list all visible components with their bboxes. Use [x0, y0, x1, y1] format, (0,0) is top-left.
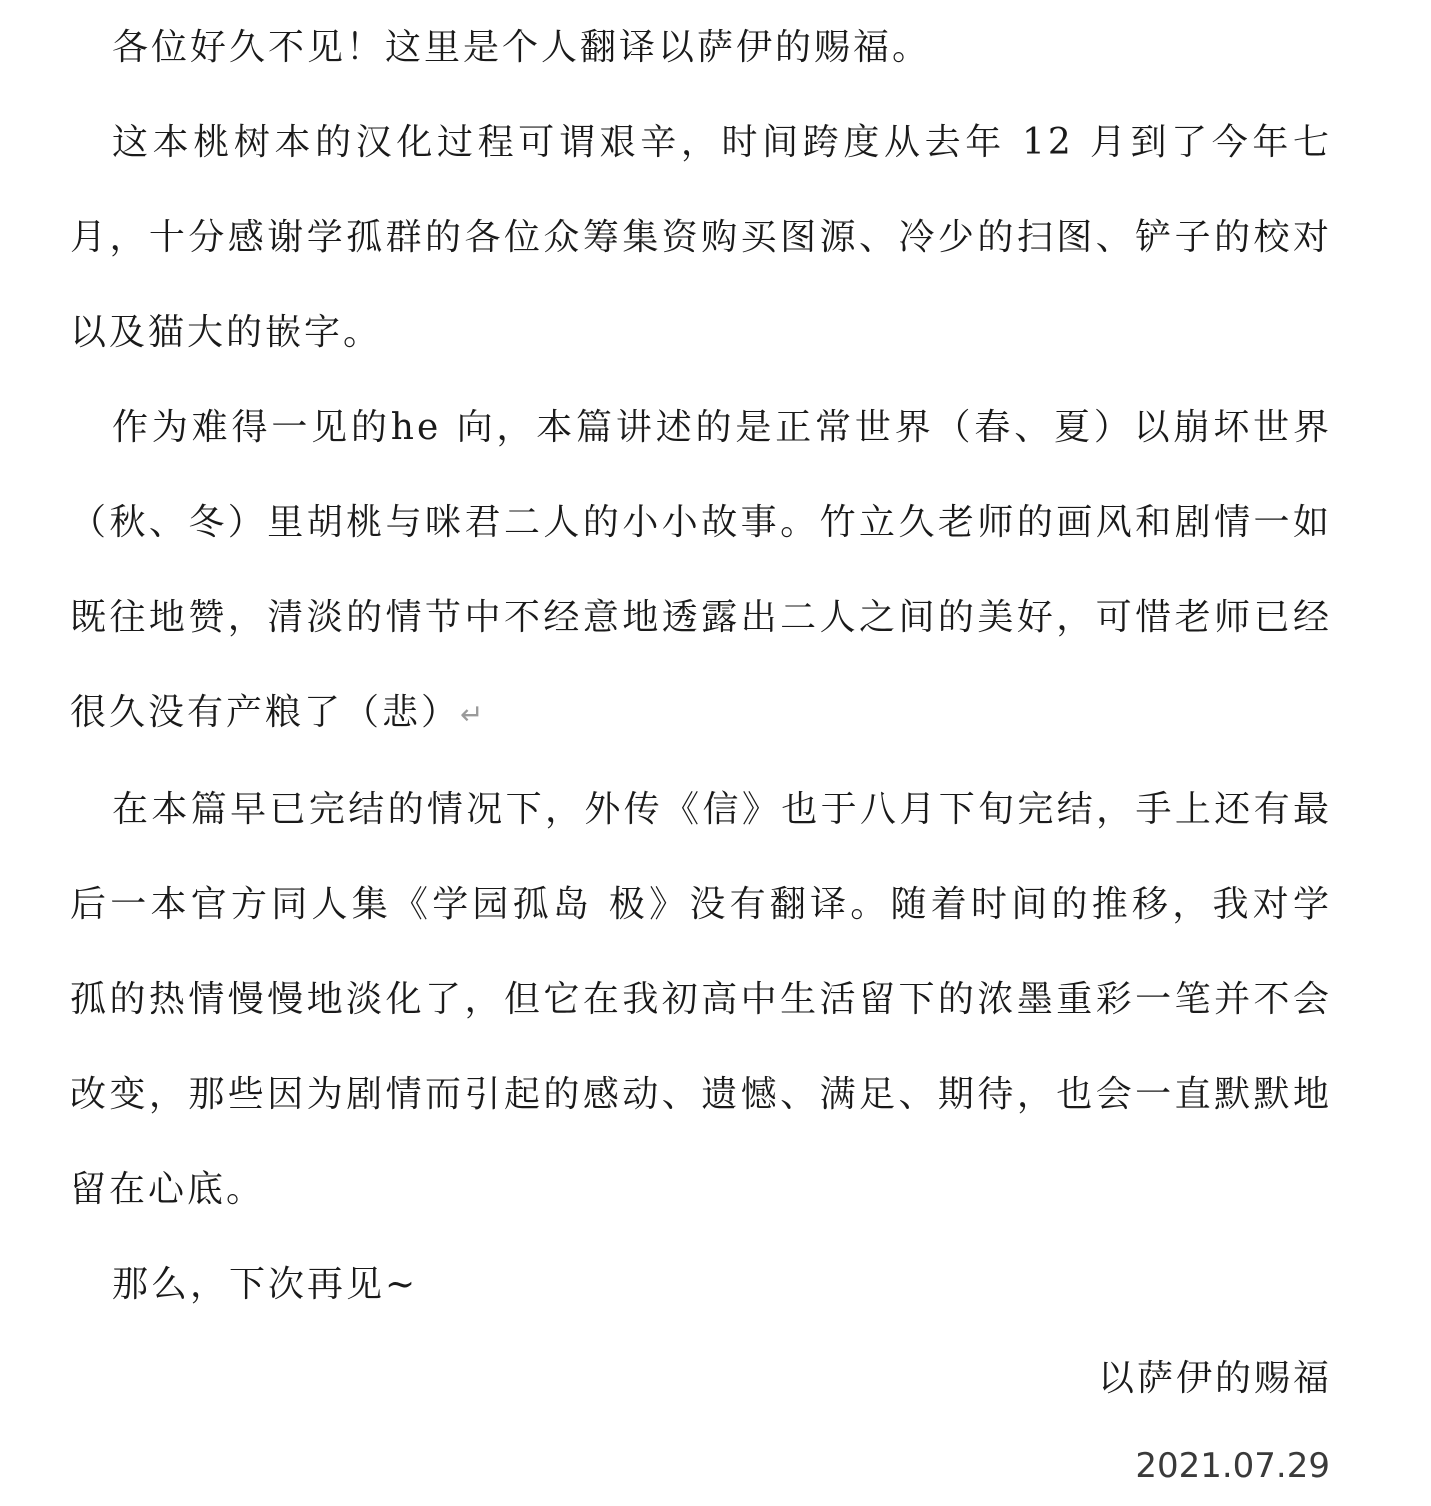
- paragraph-reflection: 在本篇早已完结的情况下，外传《信》也于八月下旬完结，手上还有最后一本官方同人集《学园孤岛 极》没有翻译。随着时间的推移，我对学孤的热情慢慢地淡化了，但它在我初高中生活留下的浓墨重彩一笔并不会改变，那些因为剧情而引起的感动、遗憾、满足、期待，也会一直默默地留在心底。: [70, 789, 1332, 1210]
- paragraph-thanks: 这本桃树本的汉化过程可谓艰辛，时间跨度从去年 12 月到了今年七月，十分感谢学孤群的各位众筹集资购买图源、冷少的扫图、铲子的校对以及猫大的嵌字。: [70, 122, 1332, 353]
- paragraph-story-text: 作为难得一见的he 向，本篇讲述的是正常世界（春、夏）以崩坏世界（秋、冬）里胡桃与咪君二人的小小故事。竹立久老师的画风和剧情一如既往地赞，清淡的情节中不经意地透露出二人之间的美好，可惜老师已经很久没有产粮了（悲）: [70, 407, 1332, 733]
- paragraph-greeting: 各位好久不见！这里是个人翻译以萨伊的赐福。: [112, 27, 932, 68]
- date-stamp: 2021.07.29: [1135, 1446, 1330, 1486]
- paragraph-farewell: 那么，下次再见~: [112, 1264, 419, 1305]
- signature: 以萨伊的赐福: [1097, 1358, 1332, 1399]
- paragraph-story: [70, 380, 1332, 762]
- note-body: [70, 0, 1332, 1332]
- paragraph-mark-icon: ↵: [460, 698, 487, 731]
